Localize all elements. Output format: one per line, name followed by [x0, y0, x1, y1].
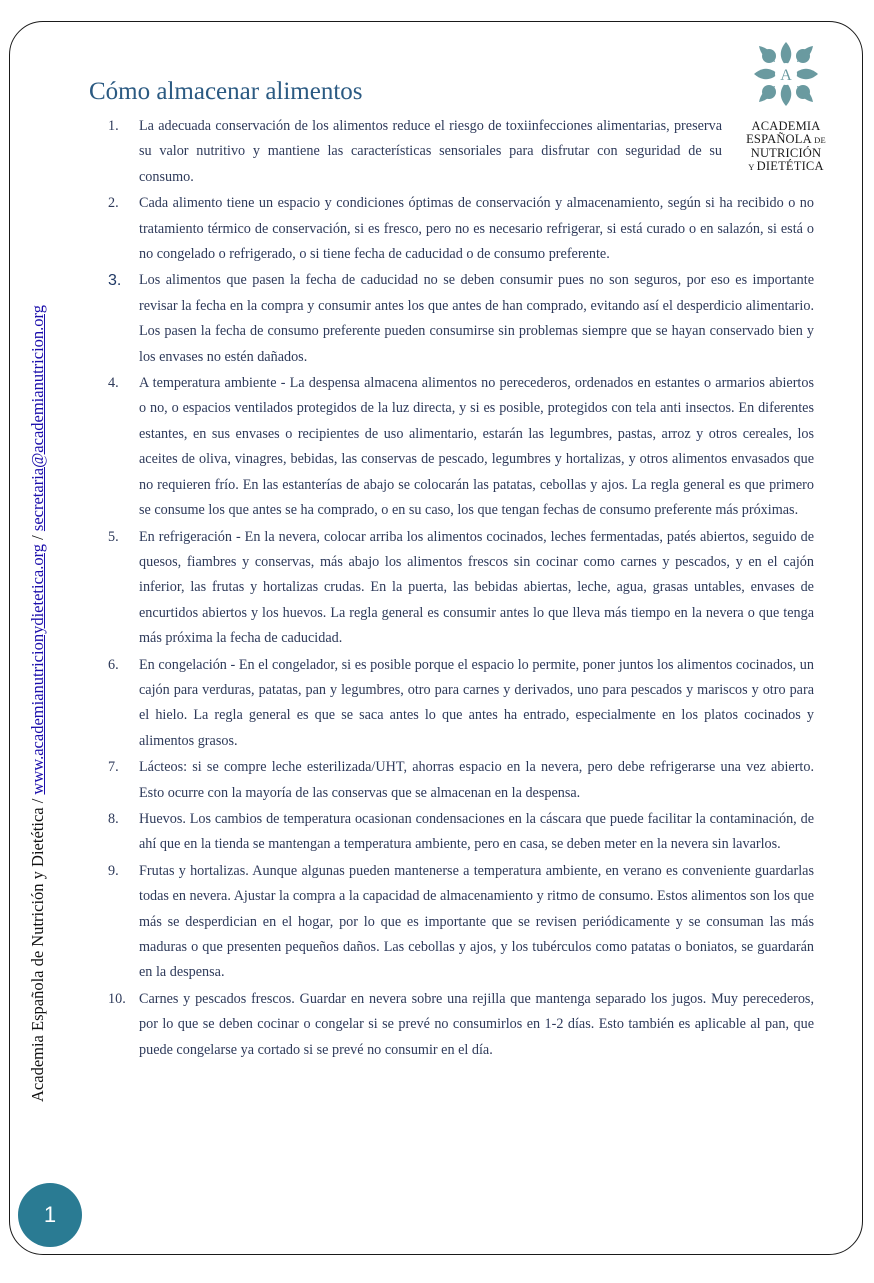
item-number: 2.	[108, 195, 119, 212]
sidebar-org-name: Academia Española de Nutrición y Dietética /	[28, 794, 47, 1102]
logo-line-3: NUTRICIÓN	[750, 146, 822, 160]
list-item	[108, 807, 814, 858]
storage-tips-list	[108, 114, 814, 1064]
logo-line-4: Y DIETÉTICA	[748, 159, 824, 173]
item-text: Los alimentos que pasen la fecha de caducidad no se deben consumir pues no son seguros, por eso es importante revisar la fecha en la compra y consumir antes los que antes de han comprado, evitando así el desperdicio alimentario. Los pasen la fecha de consumo preferente pueden consumirse sin problemas siempre que se hayan conservado bien y los envases no estén dañados.	[139, 272, 814, 365]
page-number-badge: 1	[18, 1183, 82, 1247]
logo-line-1: ACADEMIA	[751, 119, 821, 133]
item-text: Cada alimento tiene un espacio y condiciones óptimas de conservación y almacenamiento, según si ha recibido o no tratamiento térmico de conservación, si es fresco, pero no es necesario refrigerar, si está curado o en salazón, si está o no congelado o refrigerado, o si tiene fecha de caducidad o de consumo preferente.	[139, 195, 814, 263]
item-number: 6.	[108, 656, 119, 673]
item-number: 9.	[108, 862, 119, 879]
item-number: 1.	[108, 118, 119, 134]
item-number: 7.	[108, 759, 119, 776]
item-number: 3.	[108, 272, 122, 290]
list-item	[108, 653, 814, 755]
item-number: 8.	[108, 810, 119, 827]
item-text: A temperatura ambiente - La despensa almacena alimentos no perecederos, ordenados en estantes o armarios abiertos o no, o espacios ventilados protegidos de la luz directa, y si es posible, protegidos con tela anti insectos. En diferentes estantes, en sus envases o recipientes de uso alimentario, estarán las legumbres, pastas, arroz y otros cereales, los aceites de oliva, vinagres, bebidas, las conservas de pescado, legumbres y hortalizas, y otros alimentos envasados que no requieren frío. En las estanterías de abajo se colocarán las patatas, cebollas y ajos. La regla general es que primero se consume los que antes se ha comprado, o en su caso, los que tengan fechas de consumo preferente más próximas.	[139, 375, 814, 519]
list-item	[108, 525, 814, 652]
item-text: En refrigeración - En la nevera, colocar arriba los alimentos cocinados, leches fermentadas, patés abiertos, seguido de quesos, fiambres y conservas, más abajo los alimentos frescos sin cocinar como carnes y pescados, y en el cajón inferior, las frutas y hortalizas crudas. En la puerta, las bebidas abiertas, leche, agua, grasas untables, envases de encurtidos abiertos y los huevos. La regla general es consumir antes lo que lleva más tiempo en la nevera o que tenga más próxima la fecha de caducidad.	[139, 528, 814, 647]
item-text: En congelación - En el congelador, si es posible porque el espacio lo permite, poner juntos los alimentos cocinados, un cajón para verduras, patatas, pan y legumbres, otro para carnes y derivados, uno para pescados y mariscos y otro para el hielo. La regla general es que se saca antes lo que antes ha entrado, especialmente en los platos cocinados y alimentos grasos.	[139, 656, 814, 749]
website-link[interactable]: www.academianutricionydietetica.org	[28, 543, 47, 795]
logo-line-2: ESPAÑOLA DE	[746, 132, 826, 146]
item-text: Lácteos: si se compre leche esterilizada/UHT, ahorras espacio en la nevera, pero debe refrigerarse una vez abierto. Esto ocurre con la mayoría de las conservas que se almacenan en la despensa.	[139, 759, 814, 801]
item-text: Frutas y hortalizas. Aunque algunas pueden mantenerse a temperatura ambiente, en verano es conveniente guardarlas todas en nevera. Ajustar la compra a la capacidad de almacenamiento y ritmo de consumo. Estos alimentos son los que más se desperdician en el hogar, por lo que es importante que se revisen periódicamente y se consuman las más maduras o que presenten pequeños daños. Las cebollas y ajos, y los tubérculos como patatas o boniatos, se guardarán en la despensa.	[139, 862, 814, 981]
sidebar-vertical-text	[25, 122, 51, 1102]
item-number: 5.	[108, 528, 119, 545]
list-item	[108, 268, 814, 370]
academy-emblem-icon	[753, 40, 819, 108]
svg-text:A: A	[780, 67, 792, 84]
list-item	[108, 191, 814, 267]
list-item	[108, 371, 814, 523]
list-item	[108, 755, 814, 806]
item-number: 10.	[108, 990, 126, 1007]
list-item	[108, 114, 814, 190]
item-text: Carnes y pescados frescos. Guardar en nevera sobre una rejilla que mantenga separado los jugos. Muy perecederos, por lo que se deben cocinar o congelar si se prevé no consumirlos en 1-2 días. Esto también es aplicable al pan, que puede congelarse ya cortado si se prevé no consumir en el día.	[139, 990, 814, 1058]
list-item	[108, 987, 814, 1063]
item-text: Huevos. Los cambios de temperatura ocasionan condensaciones en la cáscara que puede facilitar la contaminación, de ahí que en la tienda se mantengan a temperatura ambiente, pero en casa, se deben meter en la nevera sin lavarlos.	[139, 810, 814, 853]
email-link[interactable]: secretaria@academianutricion.org	[28, 305, 47, 532]
list-item	[108, 859, 814, 986]
item-text: La adecuada conservación de los alimentos reduce el riesgo de toxiinfecciones alimentarias, preserva su valor nutritivo y mantiene las características sensoriales para disfrutar con seguridad de su consumo.	[139, 118, 722, 185]
page-title: Cómo almacenar alimentos	[89, 78, 363, 105]
item-number: 4.	[108, 375, 119, 392]
sidebar-separator: /	[28, 531, 47, 544]
